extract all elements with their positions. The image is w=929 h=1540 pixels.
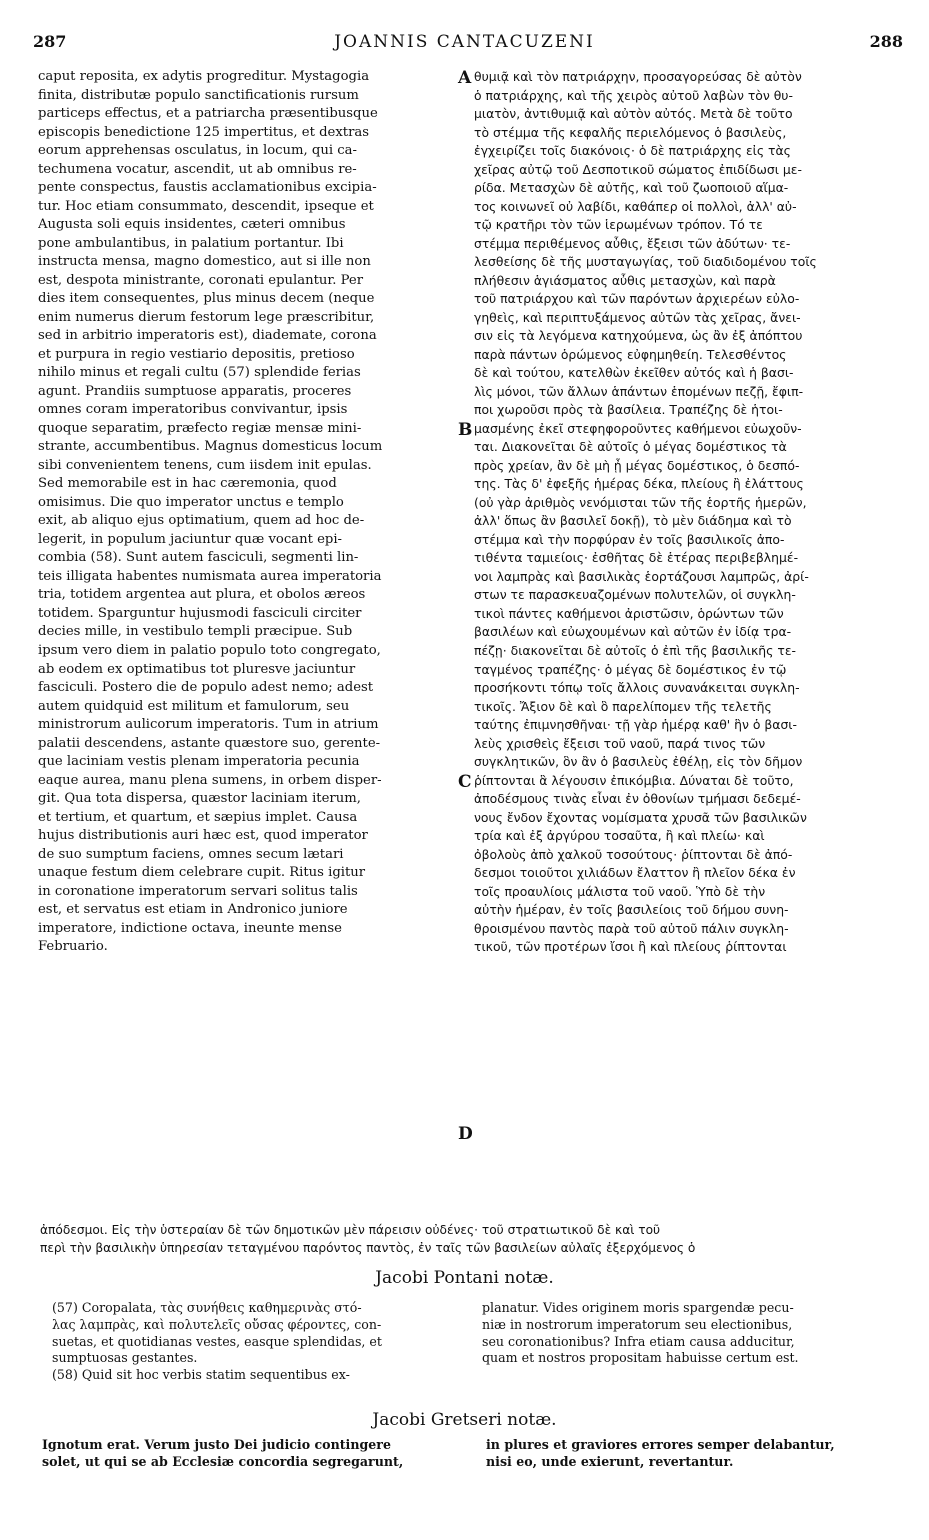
greek-text-line: νους ἔνδον ἔχοντας νομίσματα χρυσᾶ τῶν βασιλικῶν bbox=[474, 809, 807, 825]
latin-text-line: eorum apprehensas osculatus, in locum, qui ca- bbox=[38, 143, 357, 159]
greek-text-line: τικοῖς. Ἄξιον δὲ καὶ ὃ παρελίπομεν τῆς τελετῆς bbox=[474, 698, 772, 714]
latin-text-line: nihilo minus et regali cultu (57) splendide ferias bbox=[38, 365, 361, 381]
greek-text-line: τικοῦ, τῶν προτέρων ἴσοι ἢ καὶ πλείους ῥίπτονται bbox=[474, 939, 787, 955]
note-line: suetas, et quotidianas vestes, easque splendidas, et bbox=[52, 1333, 382, 1349]
greek-text-line: ἐγχειρίζει τοῖς διακόνοις· ὁ δὲ πατριάρχης εἰς τὰς bbox=[474, 143, 791, 159]
greek-text-line: δὲ καὶ τούτου, κατελθὼν ἐκεῖθεν αὐτός καὶ ἡ βασι- bbox=[474, 365, 794, 381]
greek-text-line: ται. Διακονεῖται δὲ αὐτοῖς ὁ μέγας δομέστικος τὰ bbox=[474, 439, 787, 455]
greek-text-line: μασμένης ἐκεῖ στεφηφοροῦντες καθήμενοι εὐωχοῦν- bbox=[474, 420, 802, 436]
greek-text-line: παρὰ πάντων ὁρώμενος εὐφημηθείη. Τελεσθέντος bbox=[474, 346, 787, 362]
gretser-notes-right bbox=[486, 1437, 906, 1471]
page-number-right: 288 bbox=[869, 32, 903, 51]
greek-text-line: ἀλλ' ὅπως ἂν βασιλεῖ δοκῇ), τὸ μὲν διάδημα καὶ τὸ bbox=[474, 513, 792, 529]
greek-text-line: αὐτὴν ἡμέραν, ἐν τοῖς βασιλείοις τοῦ δήμου συνη- bbox=[474, 902, 789, 918]
pontani-notes-left bbox=[52, 1300, 462, 1384]
latin-text-line: pone ambulantibus, in palatium portantur. Ibi bbox=[38, 235, 344, 251]
latin-text-line: omisimus. Die quo imperator unctus e templo bbox=[38, 494, 344, 510]
greek-full-width-text bbox=[40, 1221, 910, 1258]
note-line: planatur. Vides originem moris spargendæ pecu- bbox=[482, 1300, 794, 1315]
greek-text-line: σιν εἰς τὰ λεγόμενα κατηχούμενα, ὡς ἂν ἐξ ἀπόπτου bbox=[474, 328, 803, 344]
latin-text-line: finita, distributæ populo sanctificationis rursum bbox=[38, 87, 359, 103]
greek-text-line: ταγμένος τραπέζης· ὁ μέγας δὲ δομέστικος ἐν τῷ bbox=[474, 661, 787, 677]
section-marker-a: A bbox=[458, 68, 472, 88]
latin-text-line: Augusta soli equis insidentes, cæteri omnibus bbox=[38, 217, 346, 233]
page-number-left: 287 bbox=[33, 32, 67, 51]
latin-text-line: et purpura in regio vestiario depositis, pretioso bbox=[38, 346, 355, 362]
note-line: (57) Coropalata, τὰς συνήθεις καθημερινὰς στό- bbox=[52, 1300, 362, 1315]
latin-text-line: ipsum vero diem in palatio populo toto congregato, bbox=[38, 642, 381, 658]
greek-text-line: λεσθείσης δὲ τῆς μυσταγωγίας, τοῦ διαδιδομένου τοῖς bbox=[474, 254, 817, 270]
running-title: JOANNIS CANTACUZENI bbox=[334, 32, 595, 52]
greek-text-line: συγκλητικῶν, ὃν ἂν ὁ βασιλεὺς ἐθέλῃ, εἰς τὸν δῆμον bbox=[474, 754, 803, 770]
greek-text-line: βασιλέων καὶ εὐωχουμένων καὶ αὐτῶν ἐν ἰδίᾳ τρα- bbox=[474, 624, 792, 640]
latin-text-line: techumena vocatur, ascendit, ut ab omnibus re- bbox=[38, 161, 357, 177]
greek-text-line: τιθέντα ταμιείοις· ἐσθῆτας δὲ ἑτέρας περιβεβλημέ- bbox=[474, 550, 799, 566]
greek-text-line: στέμμα καὶ τὴν πορφύραν ἐν τοῖς βασιλικοῖς ἀπο- bbox=[474, 531, 785, 547]
greek-text-line: πλήθεσιν ἁγιάσματος αὖθις μετασχὼν, καὶ παρὰ bbox=[474, 272, 776, 288]
latin-text-line: autem quidquid est militum et famulorum, seu bbox=[38, 698, 350, 714]
latin-text-line: palatii descendens, astante quæstore suo, gerente- bbox=[38, 735, 381, 751]
latin-text-line: pente conspectus, faustis acclamationibus excipia- bbox=[38, 180, 377, 196]
note-line: in plures et graviores errores semper delabantur, bbox=[486, 1437, 835, 1452]
greek-text-line: ταύτης ἐπιμνησθῆναι· τῇ γὰρ ἡμέρᾳ καθ' ἣν ὁ βασι- bbox=[474, 717, 797, 733]
latin-text-line: omnes coram imperatoribus convivantur, ipsis bbox=[38, 402, 348, 418]
greek-text-line: ὀβολοὺς ἀπὸ χαλκοῦ τοσούτους· ῥίπτονται δὲ ἀπό- bbox=[474, 846, 793, 862]
greek-text-line: τοῖς προαυλίοις μάλιστα τοῦ ναοῦ. Ὑπὸ δὲ τὴν bbox=[474, 883, 766, 899]
greek-column bbox=[474, 68, 898, 957]
latin-text-line: imperatore, indictione octava, ineunte mense bbox=[38, 920, 342, 936]
greek-text-line: τοῦ πατριάρχου καὶ τῶν παρόντων ἀρχιερέων εὐλο- bbox=[474, 291, 800, 307]
latin-text-line: combia (58). Sunt autem fasciculi, segmenti lin- bbox=[38, 550, 359, 566]
latin-text-line: totidem. Sparguntur hujusmodi fasciculi circiter bbox=[38, 605, 362, 621]
greek-text-line: πρὸς χρείαν, ἂν δὲ μὴ ᾖ μέγας δομέστικος, ὁ δεσπό- bbox=[474, 457, 800, 473]
greek-text-line: ἀποδέσμους τινὰς εἶναι ἐν ὀθονίων τμήμασι δεδεμέ- bbox=[474, 791, 801, 807]
latin-text-line: tria, totidem argentea aut plura, et obolos æreos bbox=[38, 587, 366, 603]
latin-text-line: tur. Hoc etiam consummato, descendit, ipseque et bbox=[38, 198, 374, 214]
greek-text-line: ρίδα. Μετασχὼν δὲ αὐτῆς, καὶ τοῦ ζωοποιοῦ αἵμα- bbox=[474, 180, 789, 196]
greek-text-line: στων τε παρασκευαζομένων πολυτελῶν, οἱ συγκλη- bbox=[474, 587, 796, 603]
greek-text-line: τὸ στέμμα τῆς κεφαλῆς περιελόμενος ὁ βασιλεὺς, bbox=[474, 124, 787, 140]
gretser-notes-left bbox=[42, 1437, 462, 1471]
latin-text-line: teis illigata habentes numismata aurea imperatoria bbox=[38, 568, 382, 584]
note-line: Ignotum erat. Verum justo Dei judicio contingere bbox=[42, 1437, 391, 1452]
latin-text-line: fasciculi. Postero die de populo adest nemo; adest bbox=[38, 680, 374, 696]
latin-text-line: ministrorum aulicorum imperatoris. Tum in atrium bbox=[38, 717, 379, 733]
greek-text-line: ὁ πατριάρχης, καὶ τῆς χειρὸς αὐτοῦ λαβὼν τὸν θυ- bbox=[474, 87, 793, 103]
greek-text-line: λεὺς χρισθεὶς ἔξεισι τοῦ ναοῦ, παρά τινος τῶν bbox=[474, 735, 766, 751]
latin-text-line: dies item consequentes, plus minus decem (neque bbox=[38, 291, 375, 307]
latin-text-line: episcopis benedictione 125 impertitus, et dextras bbox=[38, 124, 370, 140]
note-line: niæ in nostrorum imperatorum seu electionibus, bbox=[482, 1316, 793, 1332]
greek-text-line: μιατὸν, ἀντιθυμιᾷ καὶ αὐτὸν αὐτός. Μετὰ δὲ τοῦτο bbox=[474, 106, 793, 122]
latin-text-line: caput reposita, ex adytis progreditur. Mystagogia bbox=[38, 69, 370, 84]
note-line: quam et nostros propositam habuisse certum est. bbox=[482, 1350, 799, 1366]
greek-text-line: τος κοινωνεῖ οὐ λαβίδι, καθάπερ οἱ πολλοὶ, ἀλλ' αὐ- bbox=[474, 198, 797, 214]
greek-text-line: γηθεὶς, καὶ περιπτυξάμενος αὐτῶν τὰς χεῖρας, ἄνει- bbox=[474, 309, 801, 325]
latin-text-line: agunt. Prandiis sumptuose apparatis, proceres bbox=[38, 383, 352, 399]
latin-text-line: in coronatione imperatorum servari solitus talis bbox=[38, 883, 358, 899]
greek-text-line: τῷ κρατῆρι τὸν τῶν ἱερωμένων τρόπον. Τό τε bbox=[474, 217, 763, 233]
greek-text-line: προσήκοντι τόπῳ τοῖς ἄλλοις συνανάκειται συγκλη- bbox=[474, 680, 800, 696]
latin-text-line: git. Qua tota dispersa, quæstor laciniam iterum, bbox=[38, 791, 361, 807]
latin-text-line: enim numerus dierum festorum lege præscribitur, bbox=[38, 309, 375, 325]
notes-heading-gretser: Jacobi Gretseri notæ. bbox=[372, 1410, 557, 1430]
greek-text-line: θυμιᾷ καὶ τὸν πατριάρχην, προσαγορεύσας δὲ αὐτὸν bbox=[474, 69, 802, 84]
greek-text-line: (οὐ γὰρ ἀριθμὸς νενόμισται τῶν τῆς ἑορτῆς ἡμερῶν, bbox=[474, 494, 807, 510]
note-line: (58) Quid sit hoc verbis statim sequentibus ex- bbox=[52, 1367, 350, 1383]
latin-text-line: sed in arbitrio imperatoris est), diademate, corona bbox=[38, 328, 377, 344]
latin-text-line: unaque festum diem celebrare cupit. Ritus igitur bbox=[38, 865, 366, 881]
latin-column bbox=[38, 68, 458, 957]
latin-text-line: decies mille, in vestibulo templi præcipue. Sub bbox=[38, 624, 353, 640]
latin-text-line: de suo sumptum faciens, omnes secum lætari bbox=[38, 846, 344, 862]
note-line: seu coronationibus? Infra etiam causa adducitur, bbox=[482, 1333, 795, 1349]
note-line: solet, ut qui se ab Ecclesiæ concordia segregarunt, bbox=[42, 1453, 404, 1469]
greek-text-line: ῥίπτονται ἃ λέγουσιν ἐπικόμβια. Δύναται δὲ τοῦτο, bbox=[474, 772, 794, 788]
greek-text-line: τρία καὶ ἐξ ἀργύρου τοσαῦτα, ἢ καὶ πλείω· καὶ bbox=[474, 828, 765, 844]
section-marker-d: D bbox=[458, 1124, 473, 1144]
greek-text-line: τικοὶ πάντες καθήμενοι ἀριστῶσιν, ὁρώντων τῶν bbox=[474, 605, 784, 621]
latin-text-line: hujus distributionis auri hæc est, quod imperator bbox=[38, 828, 368, 844]
latin-text-line: est, et servatus est etiam in Andronico juniore bbox=[38, 902, 348, 918]
greek-text-line: της. Τὰς δ' ἐφεξῆς ἡμέρας δέκα, πλείους ἢ ἐλάττους bbox=[474, 476, 804, 492]
note-line: nisi eo, unde exierunt, revertantur. bbox=[486, 1453, 734, 1469]
latin-text-line: Sed memorabile est in hac cæremonia, quod bbox=[38, 476, 337, 492]
section-marker-c: C bbox=[458, 772, 472, 792]
greek-text-line: λὶς μόνοι, τῶν ἄλλων ἁπάντων ἑπομένων πεζῇ, ἔφιπ- bbox=[474, 383, 804, 399]
latin-text-line: est, despota ministrante, coronati epulantur. Per bbox=[38, 272, 364, 288]
latin-text-line: sibi convenientem tenens, cum iisdem init epulas. bbox=[38, 457, 372, 473]
greek-text-line: χεῖρας αὐτῷ τοῦ Δεσποτικοῦ σώματος ἐπιδίδωσι με- bbox=[474, 161, 802, 177]
latin-text-line: eaque aurea, manu plena sumens, in orbem disper- bbox=[38, 772, 382, 788]
latin-text-line: et tertium, et quartum, et sæpius implet. Causa bbox=[38, 809, 358, 825]
pontani-notes-right bbox=[482, 1300, 902, 1367]
notes-heading-pontani: Jacobi Pontani notæ. bbox=[375, 1268, 554, 1288]
section-marker-b: B bbox=[458, 420, 473, 440]
greek-text-line: δεσμοι τοιοῦτοι χιλιάδων ἔλαττον ἢ πλεῖον δέκα ἐν bbox=[474, 865, 796, 881]
greek-text-line: θροισμένου παντὸς παρὰ τοῦ αὐτοῦ πάλιν συγκλη- bbox=[474, 920, 789, 936]
greek-full-text-line: ἀπόδεσμοι. Εἰς τὴν ὑστεραίαν δὲ τῶν δημοτικῶν μὲν πάρεισιν οὐδένες· τοῦ στρατιωτικοῦ δὲ καὶ τοῦ bbox=[40, 1223, 661, 1237]
latin-text-line: que laciniam vestis plenam imperatoria pecunia bbox=[38, 754, 360, 770]
latin-text-line: strante, accumbentibus. Magnus domesticus locum bbox=[38, 439, 383, 455]
greek-text-line: ποι χωροῦσι πρὸς τὰ βασίλεια. Τραπέζης δὲ ἡτοι- bbox=[474, 402, 783, 418]
latin-text-line: quoque separatim, præfecto regiæ mensæ mini- bbox=[38, 420, 362, 436]
latin-text-line: ab eodem ex optimatibus tot pluresve jaciuntur bbox=[38, 661, 356, 677]
latin-text-line: legerit, in populum jaciuntur quæ vocant epi- bbox=[38, 531, 342, 547]
latin-text-line: Februario. bbox=[38, 939, 108, 955]
note-line: sumptuosas gestantes. bbox=[52, 1350, 198, 1366]
greek-full-text-line: περὶ τὴν βασιλικὴν ὑπηρεσίαν τεταγμένου παρόντος παντὸς, ἐν ταῖς τῶν βασιλείων αὐλαῖς ἐξερχόμενος ὁ bbox=[40, 1241, 696, 1256]
latin-text-line: instructa mensa, magno domestico, aut si ille non bbox=[38, 254, 371, 270]
greek-text-line: πέζῃ· διακονεῖται δὲ αὐτοῖς ὁ ἐπὶ τῆς βασιλικῆς τε- bbox=[474, 642, 796, 658]
latin-text-line: particeps effectus, et a patriarcha præsentibusque bbox=[38, 106, 378, 122]
latin-text-line: exit, ab aliquo ejus optimatium, quem ad hoc de- bbox=[38, 513, 365, 529]
greek-text-line: νοι λαμπρὰς καὶ βασιλικὰς ἑορτάζουσι λαμπρῶς, ἀρί- bbox=[474, 568, 809, 584]
note-line: λας λαμπρὰς, καὶ πολυτελεῖς οὔσας φέροντες, con- bbox=[52, 1316, 382, 1332]
greek-text-line: στέμμα περιθέμενος αὖθις, ἔξεισι τῶν ἀδύτων· τε- bbox=[474, 235, 791, 251]
